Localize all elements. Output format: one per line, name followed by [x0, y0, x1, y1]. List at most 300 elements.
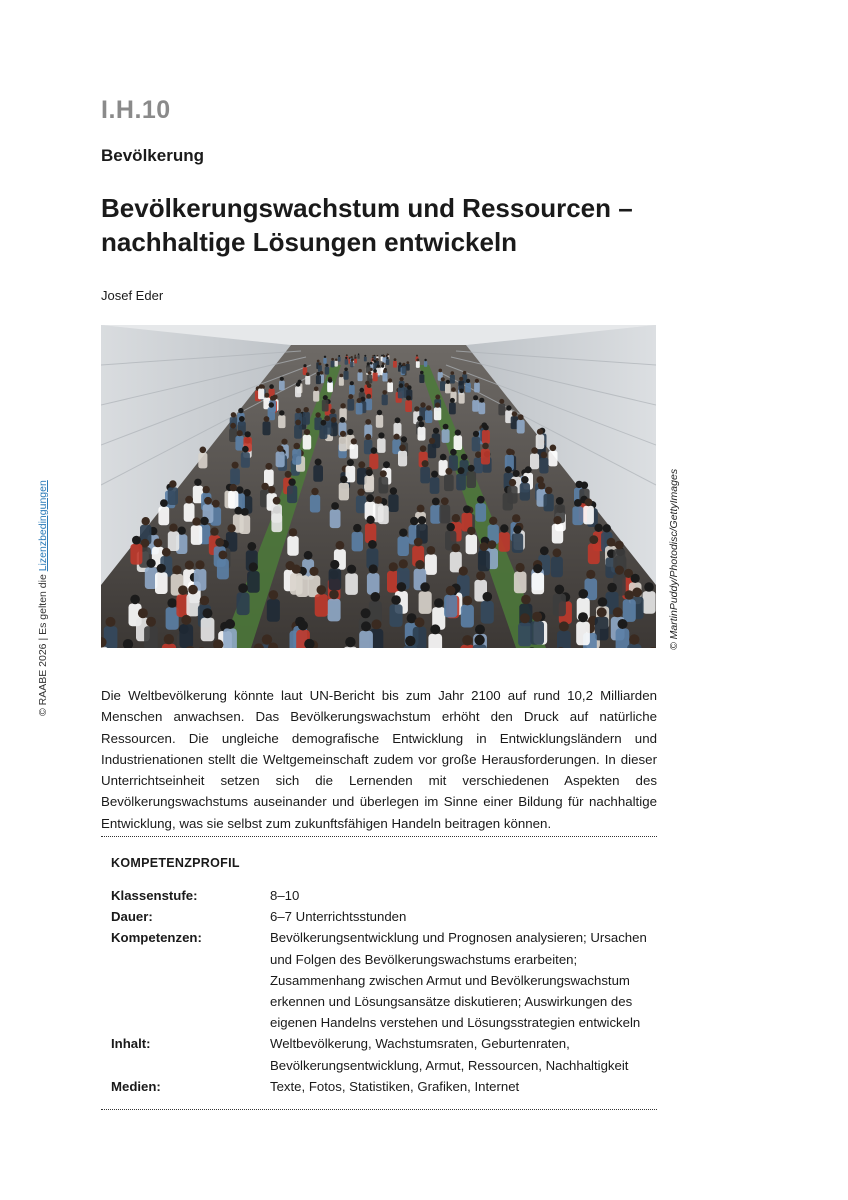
person-head	[420, 371, 424, 375]
person-head	[386, 355, 388, 357]
person-head	[407, 385, 412, 390]
person-head	[192, 517, 200, 525]
person-figure	[310, 495, 320, 513]
person-figure	[425, 554, 437, 575]
person-head	[586, 570, 595, 579]
person-head	[204, 497, 212, 505]
person-head	[373, 369, 377, 373]
person-figure	[239, 515, 250, 534]
person-head	[579, 589, 589, 599]
person-figure	[287, 485, 297, 503]
person-head	[475, 625, 485, 635]
profile-value: 8–10	[270, 888, 300, 903]
person-figure	[434, 407, 441, 420]
person-figure	[130, 544, 142, 565]
person-head	[185, 561, 194, 570]
person-head	[320, 371, 324, 375]
person-head	[468, 465, 475, 472]
person-head	[353, 524, 361, 532]
person-figure	[379, 477, 389, 494]
person-figure	[390, 604, 403, 627]
person-head	[306, 372, 310, 376]
person-head	[446, 586, 456, 596]
person-head	[553, 548, 562, 557]
person-figure	[557, 631, 571, 648]
person-figure	[305, 376, 310, 385]
person-head	[340, 403, 345, 408]
person-figure	[335, 361, 338, 367]
person-figure	[583, 506, 594, 525]
person-head	[378, 432, 384, 438]
person-head	[419, 421, 425, 427]
person-head	[433, 428, 439, 434]
person-head	[400, 377, 404, 381]
person-head	[597, 607, 607, 617]
person-head	[618, 619, 628, 629]
person-figure	[544, 494, 554, 512]
person-figure	[461, 605, 474, 628]
profile-row-media	[111, 1076, 651, 1097]
person-head	[377, 365, 380, 368]
person-figure	[576, 622, 590, 646]
person-head	[365, 434, 371, 440]
person-figure	[191, 525, 202, 545]
person-head	[331, 417, 337, 423]
person-head	[371, 447, 378, 454]
person-figure	[230, 468, 240, 485]
person-head	[164, 634, 174, 644]
profile-heading: KOMPETENZPROFIL	[111, 856, 240, 870]
person-head	[463, 596, 473, 606]
person-figure	[241, 452, 250, 468]
person-head	[288, 478, 295, 485]
person-head	[225, 619, 235, 629]
photo-credit: © MartinPuddy/Photodisc/GettyImages	[668, 468, 680, 650]
person-head	[531, 447, 538, 454]
person-head	[340, 417, 346, 423]
person-head	[607, 583, 617, 593]
person-head	[268, 486, 275, 493]
person-head	[351, 359, 353, 361]
person-figure	[228, 491, 238, 509]
person-head	[345, 357, 347, 359]
person-head	[479, 398, 484, 403]
person-head	[585, 498, 593, 506]
person-head	[488, 540, 497, 549]
person-figure	[331, 361, 335, 368]
profile-label: Dauer:	[111, 909, 153, 925]
person-head	[167, 598, 177, 608]
person-head	[309, 567, 318, 576]
person-head	[466, 379, 470, 383]
person-head	[401, 436, 407, 442]
person-figure	[318, 365, 322, 372]
person-head	[365, 419, 371, 425]
person-figure	[388, 494, 398, 512]
person-head	[331, 358, 334, 361]
person-head	[347, 459, 354, 466]
person-head	[461, 454, 468, 461]
person-head	[259, 384, 264, 389]
person-figure	[369, 454, 378, 470]
person-figure	[419, 591, 432, 614]
person-head	[477, 496, 485, 504]
person-head	[265, 463, 272, 470]
person-figure	[347, 399, 354, 411]
person-figure	[329, 569, 342, 591]
person-figure	[512, 533, 523, 553]
person-figure	[428, 634, 442, 648]
person-head	[430, 624, 440, 634]
person-head	[417, 505, 425, 513]
person-head	[146, 617, 156, 627]
person-head	[340, 374, 344, 378]
person-head	[279, 410, 284, 415]
person-figure	[419, 374, 424, 383]
person-figure	[420, 467, 430, 484]
person-head	[234, 507, 242, 515]
person-head	[374, 496, 382, 504]
person-figure	[439, 505, 450, 524]
person-figure	[616, 628, 630, 648]
person-head	[459, 389, 464, 394]
person-head	[624, 590, 634, 600]
person-head	[500, 524, 508, 532]
person-figure	[292, 449, 301, 465]
person-figure	[478, 551, 490, 572]
person-head	[381, 365, 384, 368]
person-figure	[472, 400, 479, 412]
person-head	[354, 355, 356, 357]
person-head	[383, 461, 390, 468]
person-head	[417, 416, 423, 422]
category-label: Bevölkerung	[101, 146, 204, 165]
person-head	[432, 498, 440, 506]
person-head	[336, 541, 345, 550]
person-head	[420, 445, 427, 452]
person-head	[132, 536, 141, 545]
person-head	[227, 524, 235, 532]
person-figure	[263, 422, 271, 436]
title-line-1: Bevölkerungswachstum und Ressourcen –	[101, 193, 633, 223]
person-head	[483, 592, 493, 602]
person-head	[194, 479, 201, 486]
person-head	[361, 608, 371, 618]
person-figure	[623, 599, 636, 622]
person-figure	[313, 391, 319, 402]
person-head	[269, 402, 274, 407]
person-head	[578, 612, 588, 622]
person-head	[455, 430, 461, 436]
person-head	[210, 527, 218, 535]
person-head	[303, 364, 306, 367]
person-head	[323, 395, 328, 400]
license-link[interactable]: Lizenzbedingungen	[37, 480, 49, 572]
person-head	[435, 395, 440, 400]
person-figure	[365, 523, 376, 543]
person-figure	[358, 355, 360, 359]
person-figure	[198, 453, 207, 469]
person-head	[374, 355, 376, 357]
person-figure	[517, 420, 525, 434]
person-head	[340, 476, 347, 483]
person-head	[399, 559, 408, 568]
license-prefix: © RAABE 2026 | Es gelten die	[37, 571, 49, 716]
person-head	[394, 434, 400, 440]
person-head	[296, 382, 301, 387]
person-head	[451, 544, 460, 553]
person-head	[367, 362, 370, 365]
person-head	[160, 499, 168, 507]
person-head	[281, 439, 287, 445]
person-figure	[328, 599, 341, 622]
person-head	[439, 369, 443, 373]
person-figure	[481, 601, 494, 624]
person-figure	[402, 366, 407, 374]
person-head	[416, 359, 419, 362]
person-head	[358, 353, 360, 355]
person-figure	[330, 509, 341, 528]
person-figure	[440, 381, 446, 391]
person-head	[450, 398, 455, 403]
person-head	[512, 514, 520, 522]
person-head	[376, 358, 379, 361]
person-figure	[398, 388, 404, 399]
person-head	[200, 596, 210, 606]
person-head	[451, 371, 455, 375]
profile-row-duration	[111, 906, 651, 927]
person-figure	[445, 384, 451, 394]
person-head	[399, 383, 404, 388]
person-head	[499, 399, 504, 404]
person-head	[304, 551, 313, 560]
person-head	[513, 470, 520, 477]
person-head	[383, 369, 387, 373]
person-head	[402, 363, 405, 366]
unit-code: I.H.10	[101, 96, 171, 124]
person-head	[366, 516, 374, 524]
profile-row-content	[111, 1033, 651, 1075]
person-figure	[155, 572, 168, 594]
person-figure	[552, 524, 563, 544]
person-figure	[382, 373, 387, 382]
person-head	[157, 564, 166, 573]
person-figure	[474, 383, 480, 393]
person-head	[480, 542, 489, 551]
person-head	[607, 538, 616, 547]
person-figure	[530, 454, 539, 470]
person-head	[347, 429, 353, 435]
person-figure	[459, 393, 465, 404]
person-head	[232, 462, 239, 469]
person-head	[374, 360, 377, 363]
page-title	[101, 191, 661, 259]
person-head	[420, 582, 430, 592]
person-figure	[271, 504, 282, 523]
person-figure	[373, 373, 378, 382]
person-head	[181, 615, 191, 625]
person-head	[330, 560, 339, 569]
person-figure	[279, 381, 285, 391]
person-head	[525, 466, 532, 473]
person-figure	[450, 375, 455, 384]
person-head	[195, 560, 204, 569]
person-head	[319, 363, 322, 366]
person-head	[435, 402, 440, 407]
person-head	[335, 359, 337, 361]
person-head	[532, 612, 542, 622]
person-head	[631, 574, 640, 583]
person-figure	[376, 415, 383, 428]
person-head	[324, 356, 326, 358]
person-head	[475, 379, 479, 383]
person-head	[473, 431, 479, 437]
person-head	[416, 355, 418, 357]
person-figure	[518, 623, 532, 647]
person-figure	[416, 361, 420, 368]
person-head	[513, 525, 521, 533]
person-head	[237, 430, 243, 436]
person-figure	[499, 532, 510, 552]
person-head	[509, 479, 516, 486]
profile-row-competences	[111, 927, 651, 1033]
person-figure	[465, 383, 471, 393]
profile-label: Medien:	[111, 1078, 161, 1094]
person-head	[415, 560, 424, 569]
person-figure	[168, 531, 179, 551]
person-figure	[398, 451, 407, 467]
person-figure	[338, 357, 341, 362]
person-head	[451, 387, 456, 392]
person-figure	[237, 592, 250, 615]
person-head	[317, 372, 321, 376]
person-head	[239, 416, 245, 422]
person-head	[434, 598, 444, 608]
person-head	[289, 528, 297, 536]
person-figure	[454, 435, 463, 450]
person-head	[441, 377, 445, 381]
person-figure	[323, 358, 326, 364]
person-head	[315, 412, 320, 417]
person-head	[545, 487, 552, 494]
person-head	[615, 566, 624, 575]
profile-row-grade	[111, 885, 651, 906]
person-figure	[350, 362, 353, 368]
person-head	[247, 542, 256, 551]
person-head	[315, 459, 322, 466]
person-head	[368, 371, 372, 375]
person-figure	[520, 483, 530, 501]
person-figure	[572, 506, 583, 525]
person-head	[314, 387, 319, 392]
person-figure	[413, 627, 427, 648]
person-head	[304, 429, 310, 435]
person-head	[443, 424, 449, 430]
person-head	[295, 420, 301, 426]
person-figure	[267, 599, 280, 622]
person-figure	[158, 507, 169, 526]
person-head	[344, 368, 348, 372]
person-head	[520, 613, 530, 623]
person-figure	[319, 425, 327, 439]
person-head	[203, 486, 210, 493]
person-head	[345, 637, 355, 647]
profile-value: Bevölkerungsentwicklung und Prognosen analysieren; Ursachen und Folgen des Bevölkerungswachstums erarbeiten; Zusammenhang zwischen Armut und Bevölkerungswachstum erkennen und Lösungsansätze diskutieren; Auswirkungen des eigenen Handelns verstehen und Lösungsstrategien entwickeln	[270, 930, 647, 1031]
person-head	[445, 468, 452, 475]
person-figure	[325, 367, 330, 375]
person-head	[644, 582, 654, 592]
person-head	[482, 443, 489, 450]
person-head	[518, 414, 524, 420]
person-head	[538, 482, 545, 489]
person-figure	[354, 359, 357, 364]
person-figure	[539, 458, 548, 474]
person-head	[556, 497, 564, 505]
person-head	[292, 565, 301, 574]
person-figure	[345, 359, 348, 365]
person-head	[415, 617, 425, 627]
person-head	[358, 369, 362, 373]
person-head	[390, 487, 397, 494]
person-head	[270, 396, 275, 401]
person-figure	[359, 631, 373, 648]
person-head	[350, 381, 354, 385]
person-figure	[322, 400, 329, 412]
person-head	[540, 546, 549, 555]
person-head	[516, 563, 525, 572]
person-figure	[184, 503, 195, 522]
person-head	[414, 406, 419, 411]
person-head	[142, 517, 150, 525]
person-head	[441, 497, 449, 505]
person-figure	[514, 572, 527, 594]
person-figure	[551, 557, 563, 578]
person-figure	[643, 591, 656, 614]
title-line-2: nachhaltige Lösungen entwickeln	[101, 227, 518, 257]
person-head	[506, 405, 511, 410]
person-head	[241, 508, 249, 516]
person-head	[615, 541, 624, 550]
profile-value: Weltbevölkerung, Wachstumsraten, Geburtenraten, Bevölkerungsentwicklung, Armut, Ressourcen, Nachhaltigkeit	[270, 1036, 629, 1073]
person-figure	[507, 486, 517, 504]
person-head	[447, 523, 455, 531]
person-figure	[481, 449, 490, 465]
person-head	[280, 377, 284, 381]
person-head	[380, 470, 387, 477]
person-figure	[339, 483, 349, 501]
person-head	[203, 608, 213, 618]
person-head	[473, 395, 478, 400]
person-head	[264, 393, 269, 398]
person-figure	[278, 415, 285, 428]
person-head	[360, 388, 365, 393]
person-head	[382, 390, 387, 395]
person-head	[219, 551, 228, 560]
person-head	[389, 562, 398, 571]
intro-paragraph: Die Weltbevölkerung könnte laut UN-Bericht bis zum Jahr 2100 auf rund 10,2 Milliarden Menschen anwachsen. Das Bevölkerungswachstum erhöht den Druck auf natürliche Ressourcen. Die ungleiche demografische Entwicklung in Entwicklungsländern und Industrienationen stellt die Weltgemeinschaft zudem vor große Herausforderungen. In dieser Unterrichtseinheit setzen sich die Lernenden mit verschiedenen Aspekten des Bevölkerungswachstums auseinander und überlegen im Sinne einer Bildung für nachhaltige Entwicklung, was sie selbst zum zukunftsfähigen Handeln beitragen können.	[101, 688, 657, 831]
divider-bottom	[101, 1109, 657, 1110]
person-head	[325, 364, 328, 367]
person-head	[348, 394, 353, 399]
profile-label: Inhalt:	[111, 1036, 151, 1052]
person-head	[414, 538, 423, 547]
person-figure	[350, 444, 359, 459]
person-head	[285, 471, 292, 478]
person-figure	[482, 430, 490, 444]
person-head	[294, 443, 301, 450]
person-figure	[349, 385, 355, 395]
person-head	[483, 425, 489, 431]
